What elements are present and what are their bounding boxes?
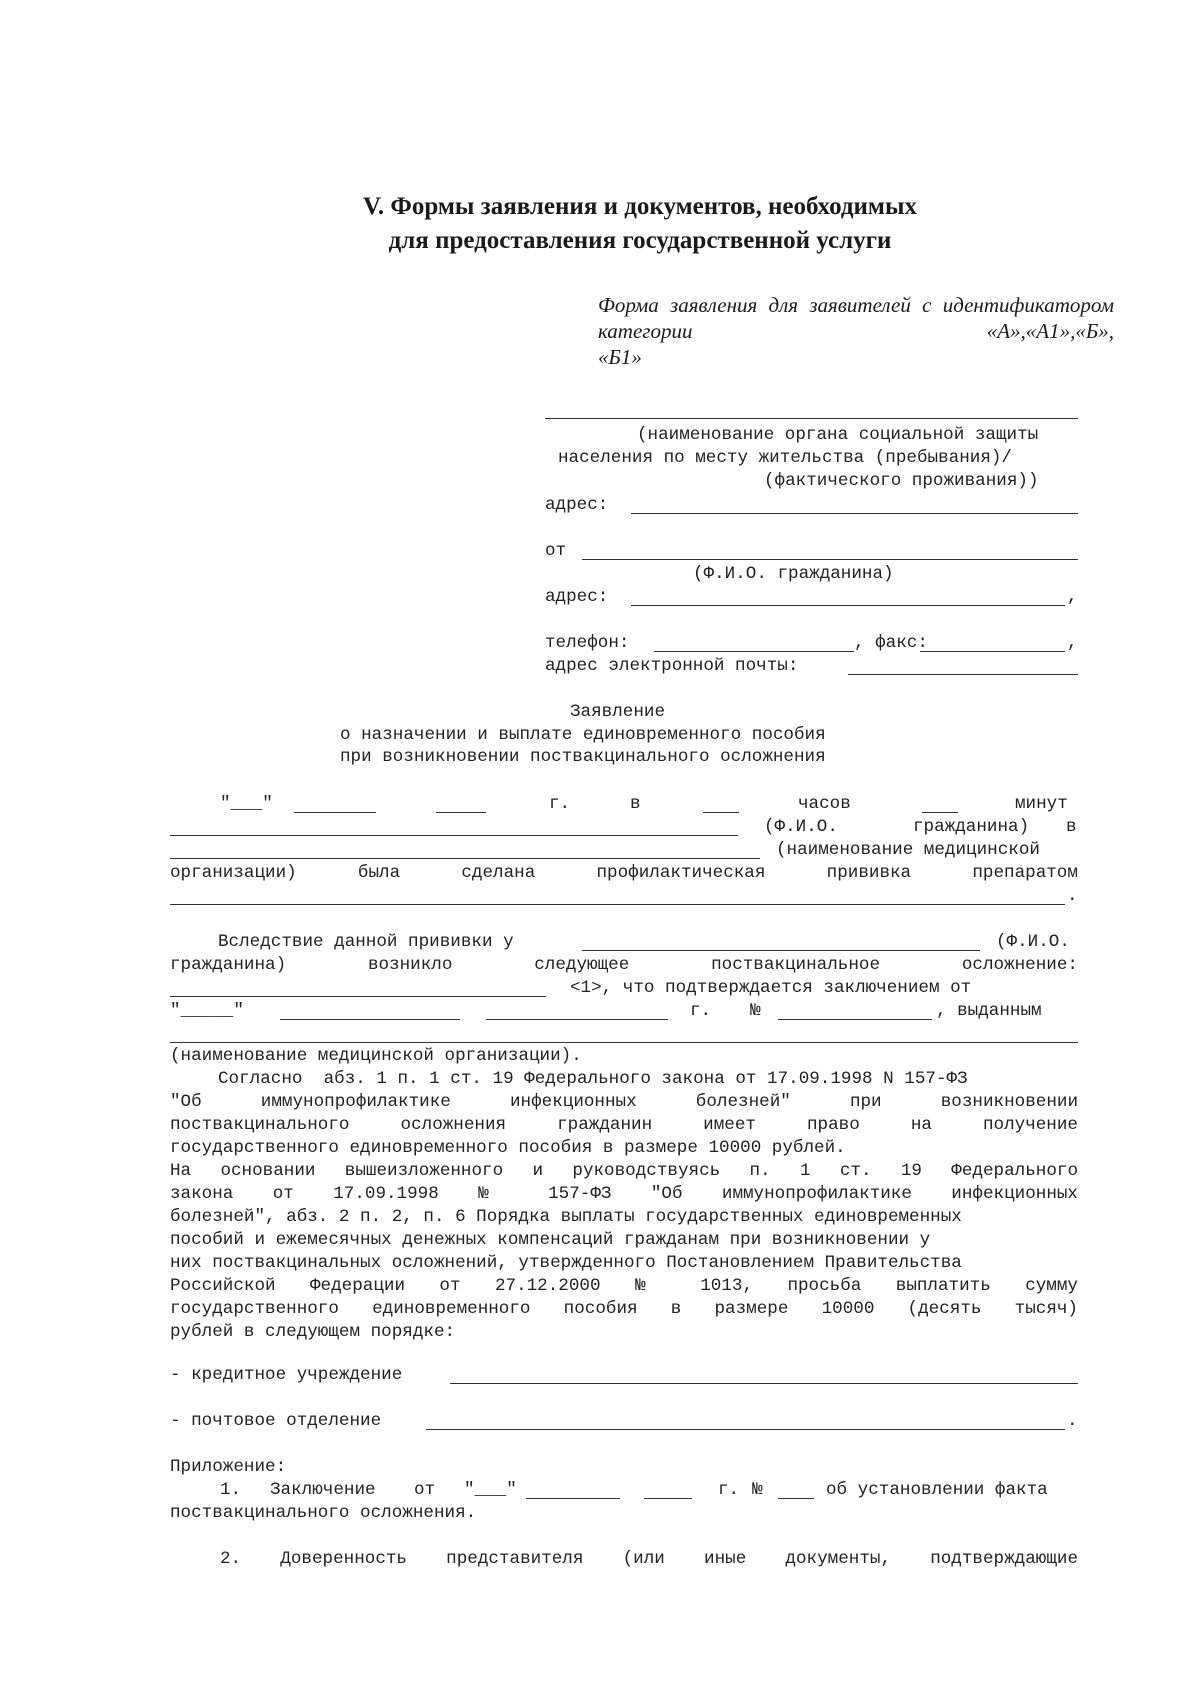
word: Доверенность bbox=[280, 1549, 407, 1569]
reference-text: <1>, что подтверждается заключением от bbox=[570, 978, 972, 998]
section-heading bbox=[260, 190, 1020, 258]
word: об установлении факта bbox=[826, 1480, 1048, 1500]
form-applicability-note bbox=[598, 292, 1114, 370]
fax-field[interactable] bbox=[920, 651, 1065, 652]
legal-line-2: "Об иммунопрофилактике инфекционных болезней" при возникновении bbox=[170, 1092, 1078, 1112]
word: г. bbox=[718, 1480, 740, 1500]
word: осложнение: bbox=[961, 955, 1078, 975]
period-mark: . bbox=[1067, 886, 1078, 906]
legal-line-10: Российской Федерации от 27.12.2000 № 1013, просьба выплатить сумму bbox=[170, 1276, 1078, 1296]
section-heading-line-2: для предоставления государственной услуги bbox=[388, 227, 892, 254]
comma-mark: , bbox=[1067, 587, 1078, 607]
medical-org-field[interactable] bbox=[170, 858, 760, 859]
word: гражданина) bbox=[170, 955, 287, 975]
patient-name-field[interactable] bbox=[170, 835, 738, 836]
post-office-field[interactable] bbox=[426, 1429, 1065, 1430]
attachment-2-line bbox=[220, 1548, 1078, 1571]
fio-label-2: (Ф.И.О. bbox=[996, 932, 1070, 952]
organ-caption-2: населения по месту жительства (пребывания)/ bbox=[558, 448, 1012, 468]
date-day-field[interactable]: "___" bbox=[220, 794, 273, 814]
conclusion-month-field[interactable] bbox=[280, 1019, 460, 1020]
citizen-name-field[interactable] bbox=[582, 559, 1078, 560]
number-sign: № bbox=[750, 1001, 761, 1021]
legal-line-3: поствакцинального осложнения гражданин имеет право на получение bbox=[170, 1115, 1078, 1135]
issued-label: , выданным bbox=[936, 1001, 1042, 1021]
word: профилактическая bbox=[596, 863, 766, 883]
from-label: от bbox=[545, 541, 567, 561]
word: сделана bbox=[461, 863, 536, 883]
word: документы, bbox=[785, 1549, 892, 1569]
date-year-field[interactable] bbox=[436, 812, 486, 813]
legal-line-11: государственного единовременного пособия в размере 10000 (десять тысяч) bbox=[170, 1299, 1078, 1319]
year-abbrev-2: г. bbox=[690, 1001, 712, 1021]
address2-field[interactable] bbox=[631, 605, 1065, 606]
word: представителя bbox=[446, 1549, 584, 1569]
attachment-1-year-field[interactable] bbox=[644, 1498, 692, 1499]
at-word: в bbox=[630, 794, 641, 814]
legal-line-5: На основании вышеизложенного и руководствуясь п. 1 ст. 19 Федерального bbox=[170, 1161, 1078, 1181]
address2-label: адрес: bbox=[545, 587, 609, 607]
legal-line-7: болезней", абз. 2 п. 2, п. 6 Порядка выплаты государственных единовременных bbox=[170, 1207, 962, 1227]
word: № bbox=[752, 1480, 763, 1500]
fio-caption: (Ф.И.О. гражданина) bbox=[693, 564, 894, 584]
date-month-field[interactable] bbox=[294, 812, 376, 813]
address-field[interactable] bbox=[631, 513, 1078, 514]
title-line-3: при возникновении поствакцинального осложнения bbox=[340, 747, 826, 767]
section-heading-line-1: V. Формы заявления и документов, необходимых bbox=[363, 193, 917, 220]
word: от bbox=[414, 1480, 436, 1500]
year-abbrev: г. bbox=[549, 794, 571, 814]
legal-line-8: пособий и ежемесячных денежных компенсаций гражданам при возникновении у bbox=[170, 1230, 931, 1250]
word: (или bbox=[622, 1549, 665, 1569]
credit-institution-field[interactable] bbox=[450, 1383, 1078, 1384]
phone-label: телефон: bbox=[545, 633, 630, 653]
issuing-org-field[interactable] bbox=[170, 1042, 1078, 1043]
form-note-tail: «Б1» bbox=[598, 345, 642, 369]
address-label: адрес: bbox=[545, 495, 609, 515]
attachments-label: Приложение: bbox=[170, 1457, 287, 1477]
minutes-label: минут bbox=[1015, 794, 1068, 814]
legal-line-12: рублей в следующем порядке: bbox=[170, 1322, 456, 1342]
fio-label: (Ф.И.О. bbox=[764, 817, 838, 837]
title-line-1: Заявление bbox=[570, 702, 666, 722]
legal-line-4: государственного единовременного пособия в размере 10000 рублей. bbox=[170, 1138, 846, 1158]
attachment-1-number-field[interactable] bbox=[778, 1498, 814, 1499]
word: препаратом bbox=[972, 863, 1078, 883]
attachment-1-tail: поствакцинального осложнения. bbox=[170, 1503, 477, 1523]
title-line-2: о назначении и выплате единовременного пособия bbox=[340, 725, 826, 745]
complication-line bbox=[170, 954, 1078, 977]
vaccination-line bbox=[170, 862, 1078, 885]
complication-lead: Вследствие данной прививки у bbox=[218, 932, 514, 952]
attachment-1-month-field[interactable] bbox=[526, 1498, 620, 1499]
text: Согласно абз. 1 п. 1 ст. 19 Федерального закона от 17.09.1998 N 157-ФЗ bbox=[218, 1069, 968, 1089]
phone-field[interactable] bbox=[654, 651, 854, 652]
attachment-1-day-field[interactable]: "___" bbox=[464, 1480, 517, 1500]
conclusion-number-field[interactable] bbox=[778, 1019, 932, 1020]
email-field[interactable] bbox=[848, 674, 1078, 675]
period-mark: . bbox=[1067, 1411, 1078, 1431]
word: была bbox=[357, 863, 401, 883]
word: 2. bbox=[220, 1549, 242, 1569]
word: иные bbox=[704, 1549, 747, 1569]
word: поствакцинальное bbox=[711, 955, 881, 975]
organ-caption-3: (фактического проживания)) bbox=[764, 471, 1039, 491]
legal-line-9: них поствакцинальных осложнений, утвержденного Постановлением Правительства bbox=[170, 1253, 962, 1273]
med-org-caption: (наименование медицинской bbox=[776, 840, 1040, 860]
word: подтверждающие bbox=[930, 1549, 1078, 1569]
legal-line-6: закона от 17.09.1998 № 157-ФЗ "Об иммунопрофилактике инфекционных bbox=[170, 1184, 1078, 1204]
post-office-label: - почтовое отделение bbox=[170, 1411, 382, 1431]
organ-caption-1: (наименование органа социальной защиты bbox=[637, 425, 1039, 445]
minutes-field[interactable] bbox=[922, 812, 958, 813]
hours-label: часов bbox=[798, 794, 851, 814]
conclusion-year-field[interactable] bbox=[486, 1019, 668, 1020]
email-label: адрес электронной почты: bbox=[545, 656, 799, 676]
legal-line-1 bbox=[218, 1068, 1078, 1091]
in-word: в bbox=[1066, 817, 1077, 837]
organ-name-field[interactable] bbox=[545, 418, 1078, 419]
hours-field[interactable] bbox=[703, 812, 739, 813]
citizen-label: гражданина) bbox=[913, 817, 1030, 837]
complication-field[interactable] bbox=[170, 996, 546, 997]
reference-line bbox=[570, 977, 1078, 1000]
comma-mark: , bbox=[1067, 633, 1078, 653]
word: следующее bbox=[534, 955, 630, 975]
conclusion-day-field[interactable]: "_____" bbox=[170, 1001, 244, 1021]
affected-person-field[interactable] bbox=[582, 950, 980, 951]
word: организации) bbox=[170, 863, 297, 883]
word: возникло bbox=[367, 955, 453, 975]
credit-institution-label: - кредитное учреждение bbox=[170, 1365, 403, 1385]
form-note-text: Форма заявления для заявителей с идентификатором категории «А»,«А1»,«Б», bbox=[598, 293, 1114, 343]
attachment-1-number: 1. bbox=[220, 1480, 242, 1500]
issuing-org-caption: (наименование медицинской организации). bbox=[170, 1046, 582, 1066]
fax-label: , факс: bbox=[854, 633, 928, 653]
word: Заключение bbox=[270, 1480, 376, 1500]
vaccine-name-field[interactable] bbox=[170, 904, 1065, 905]
word: прививка bbox=[826, 863, 912, 883]
